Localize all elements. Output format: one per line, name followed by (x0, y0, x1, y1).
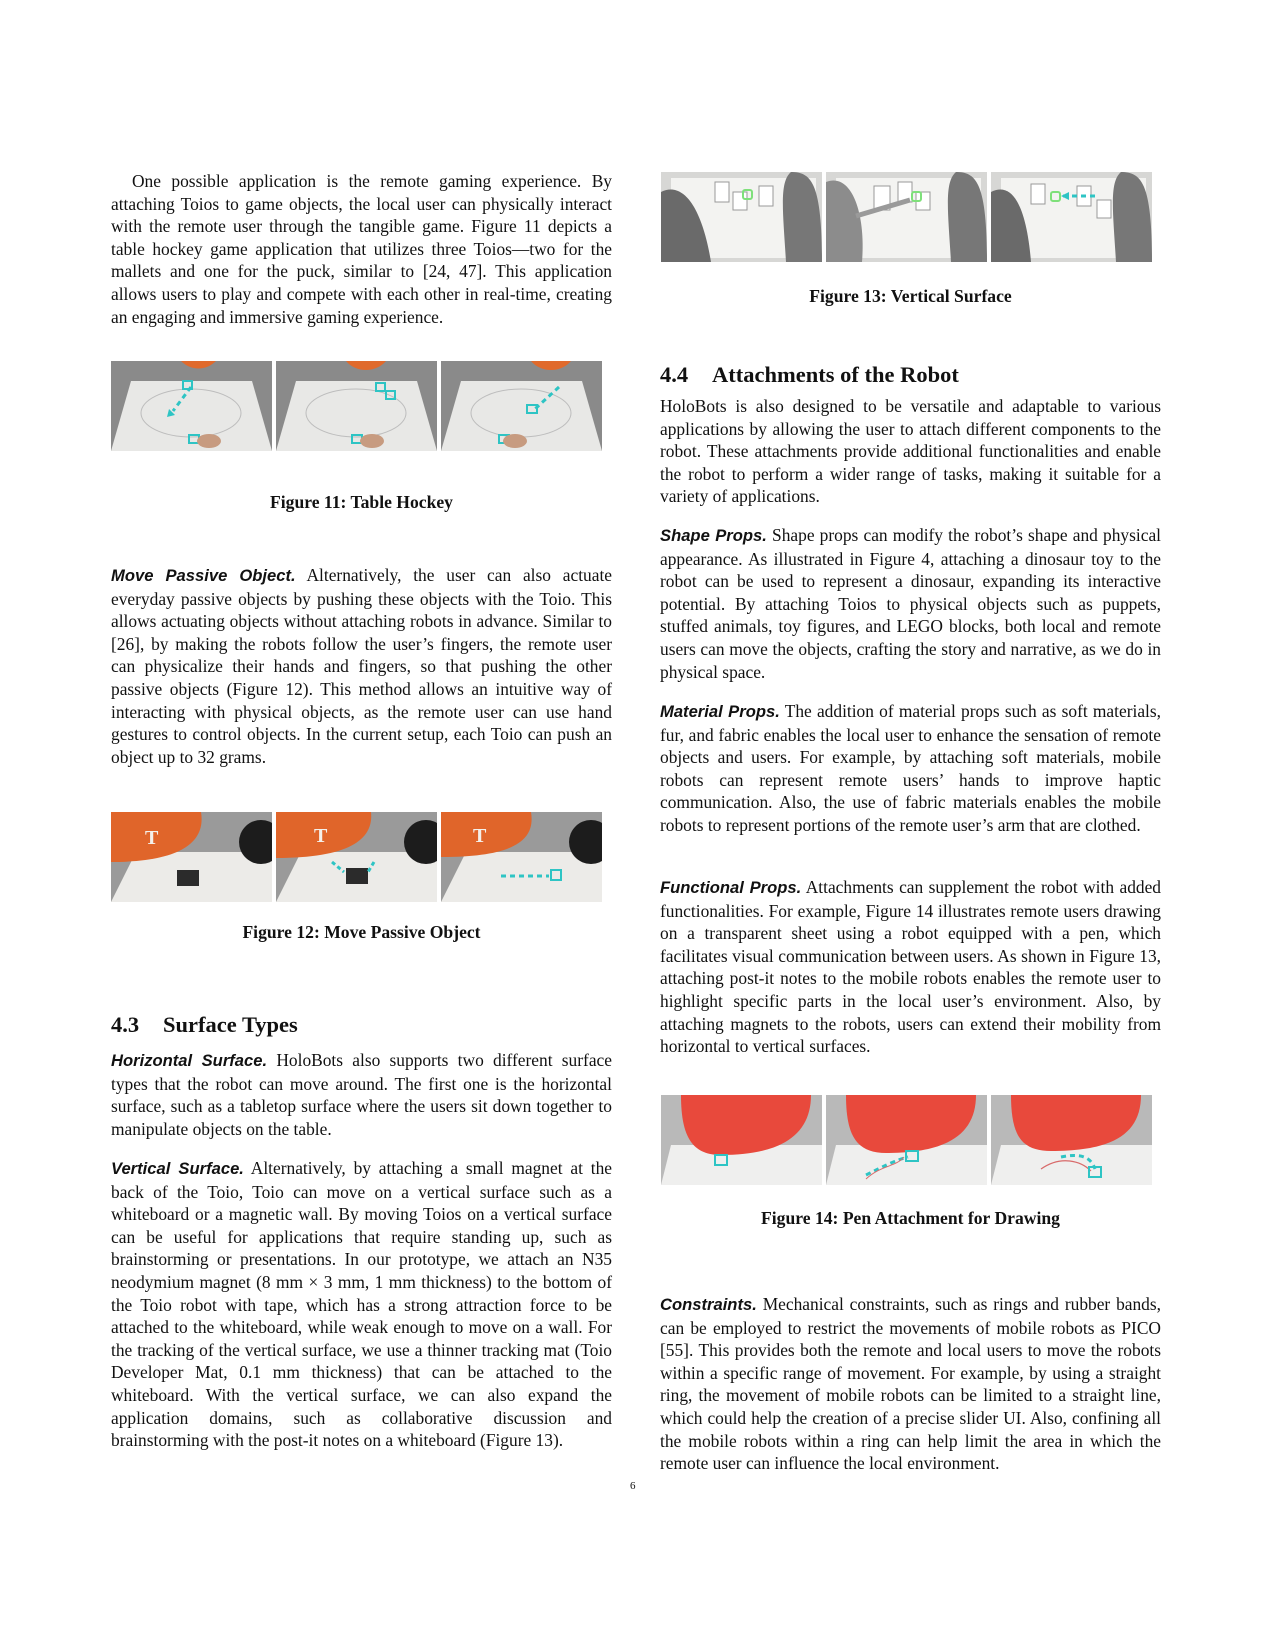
pen-photo-2 (826, 1095, 987, 1185)
functional-props-paragraph: Functional Props. Attachments can supplement the robot with added functionalities. For example, Figure 14 illustrates remote users drawing on a transparent sheet using a robot equipped with a pen, which facilitates visual communication between users. As shown in Figure 13, attaching post-it notes to the mobile robots enables the remote user to highlight specific parts in the local user’s environment. Also, by attaching magnets to the robots, users can extend their mobility from horizontal to vertical surfaces. (660, 877, 1161, 1057)
figure-14 (661, 1095, 1152, 1185)
hockey-photo-1 (111, 361, 272, 451)
pen-photo-1 (661, 1095, 822, 1185)
section-4-3-heading: 4.3 Surface Types (111, 1012, 298, 1037)
figure-13-caption: Figure 13: Vertical Surface (809, 286, 1012, 306)
figure-12-caption: Figure 12: Move Passive Object (242, 922, 481, 942)
vertical-photo-3 (991, 172, 1152, 262)
constraints-paragraph: Constraints. Mechanical constraints, such as rings and rubber bands, can be employed to restrict the movements of mobile robots as PICO [55]. This provides both the remote and local users to move the robots within a specific range of movement. For example, by using a straight ring, the movement of mobile robots can be limited to a straight line, which could help the creation of a precise slider UI. Also, confining all the mobile robots within a ring can help limit the area in which the remote user can influence the local environment. (660, 1294, 1161, 1474)
figure-11 (111, 361, 602, 451)
passive-photo-3 (441, 812, 602, 902)
move-passive-paragraph: Move Passive Object. Alternatively, the user can also actuate everyday passive objects by pushing these objects with the Toio. This allows actuating objects without attaching robots in advance. Similar to [26], by making the robots follow the user’s fingers, the remote user can physicalize their hands and fingers, so that pushing the other passive objects (Figure 12). This method allows an intuitive way of interacting with physical objects, as the remote user can use hand gestures to control objects. In the current setup, each Toio can push an object up to 32 grams. (111, 565, 613, 767)
functional-props-title: Functional Props (660, 878, 797, 897)
figure-12 (111, 812, 602, 902)
svg-text:T: T (473, 825, 487, 847)
figure-14-caption: Figure 14: Pen Attachment for Drawing (761, 1208, 1060, 1228)
move-passive-title: Move Passive Object (111, 566, 291, 585)
horizontal-surface-paragraph: Horizontal Surface. HoloBots also supports two different surface types that the robot can move around. The first one is the horizontal surface, such as a tabletop surface where the users sit down together to manipulate objects on the table. (111, 1050, 612, 1139)
svg-text:T: T (145, 827, 159, 849)
hockey-photo-3 (441, 361, 602, 451)
vertical-surface-title: Vertical Surface (111, 1159, 240, 1178)
horizontal-surface-title: Horizontal Surface (111, 1051, 263, 1070)
passive-photo-1 (111, 812, 272, 902)
svg-text:T: T (314, 825, 328, 847)
shape-props-paragraph: Shape Props. Shape props can modify the robot’s shape and physical appearance. As illustrated in Figure 4, attaching a dinosaur toy to the robot can be used to represent a dinosaur, expanding its interactive potential. By attaching Toios to physical objects such as puppets, stuffed animals, toy figures, and LEGO blocks, both local and remote users can move the objects, crafting the story and narrative, as we do in physical space. (660, 525, 1161, 682)
section-4-4-heading: 4.4 Attachments of the Robot (660, 362, 959, 387)
passive-photo-2 (276, 812, 437, 902)
hockey-photo-2 (276, 361, 437, 451)
vertical-photo-1 (661, 172, 822, 262)
constraints-title: Constraints (660, 1295, 753, 1314)
attachments-intro-paragraph: HoloBots is also designed to be versatile and adaptable to various applications by allowing the user to attach different components to the robot. These attachments provide additional functionalities and enable the robot to perform a wider range of tasks, making it suitable for a variety of applications. (660, 396, 1161, 507)
material-props-title: Material Props (660, 702, 776, 721)
vertical-photo-2 (826, 172, 987, 262)
figure-11-caption: Figure 11: Table Hockey (270, 492, 453, 512)
shape-props-title: Shape Props (660, 526, 763, 545)
intro-paragraph: One possible application is the remote gaming experience. By attaching Toios to game objects, the local user can physically interact with the remote user through the tangible game. Figure 11 depicts a table hockey game application that utilizes three Toios—two for the mallets and one for the puck, similar to [24, 47]. This application allows users to play and compete with each other in real-time, creating an engaging and immersive gaming experience. (111, 171, 612, 327)
material-props-paragraph: Material Props. The addition of material props such as soft materials, fur, and fabric enables the local user to enhance the sensation of remote objects and users. For example, by attaching soft materials, mobile robots can represent remote users’ hands to improve haptic communication. Also, the use of fabric materials enables the mobile robots to represent portions of the remote user’s arm that are clothed. (660, 701, 1161, 835)
page-number: 6 (630, 1480, 636, 1492)
figure-13 (661, 172, 1152, 262)
pen-photo-3 (991, 1095, 1152, 1185)
vertical-surface-paragraph: Vertical Surface. Alternatively, by attaching a small magnet at the back of the Toio, Toio can move on a vertical surface such as a whiteboard or a magnetic wall. By moving Toios on a vertical surface can be useful for applications that require standing up, such as brainstorming or presentations. In our prototype, we attach an N35 neodymium magnet (8 mm × 3 mm, 1 mm thickness) to the bottom of the Toio robot with tape, which has a strong attraction force to be attached to the whiteboard, while weak enough to move on a wall. For the tracking of the vertical surface, we use a thinner tracking mat (Toio Developer Mat, 0.1 mm thickness) that can be attached to the whiteboard. With the vertical surface, we can also expand the application domains, such as collaborative discussion and brainstorming with the post-it notes on a whiteboard (Figure 13). (111, 1158, 612, 1451)
